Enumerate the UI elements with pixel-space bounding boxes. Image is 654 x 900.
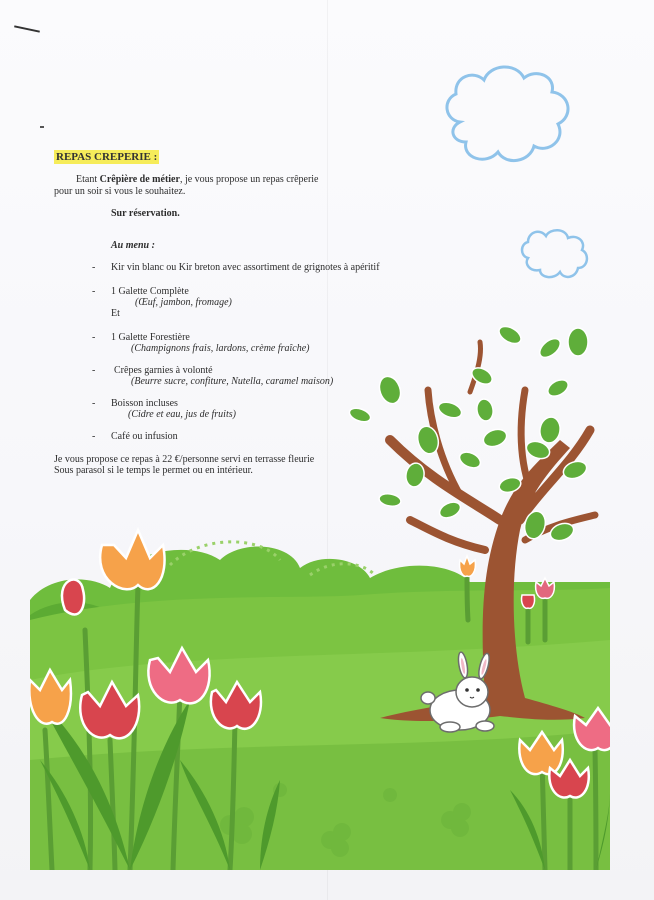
bullet: -	[92, 262, 96, 273]
intro-line-2: pour un soir si vous le souhaitez.	[54, 186, 186, 197]
menu-item-galette-forestiere: 1 Galette Forestière	[111, 332, 190, 343]
menu-item-crepes: Crêpes garnies à volonté	[114, 365, 213, 376]
reservation-note: Sur réservation.	[111, 208, 180, 219]
scan-mark	[14, 25, 40, 32]
menu-item-detail: (Beurre sucre, confiture, Nutella, caramel maison)	[131, 376, 334, 387]
menu-item-detail: (Champignons frais, lardons, crème fraîche)	[131, 343, 310, 354]
menu-item-cafe: Café ou infusion	[111, 431, 178, 442]
bullet: -	[92, 286, 96, 297]
closing-line-2: Sous parasol si le temps le permet ou en intérieur.	[54, 465, 253, 476]
menu-item-aperitif: Kir vin blanc ou Kir breton avec assortiment de grignotes à apéritif	[111, 262, 380, 273]
bullet: -	[92, 365, 96, 376]
spring-illustration	[30, 320, 610, 870]
scan-mark	[40, 126, 44, 128]
menu-heading: Au menu :	[111, 240, 155, 251]
menu-connector: Et	[111, 308, 120, 319]
cloud-icon	[518, 226, 590, 282]
bullet: -	[92, 398, 96, 409]
cloud-icon	[440, 62, 576, 172]
closing-line-1: Je vous propose ce repas à 22 €/personne servi en terrasse fleurie	[54, 454, 315, 465]
menu-item-boisson: Boisson incluses	[111, 398, 178, 409]
bullet: -	[92, 332, 96, 343]
menu-item-galette-complete: 1 Galette Complète	[111, 286, 189, 297]
bullet: -	[92, 431, 96, 442]
menu-item-detail: (Cidre et eau, jus de fruits)	[128, 409, 236, 420]
menu-item-detail: (Œuf, jambon, fromage)	[135, 297, 232, 308]
intro-line-1: Etant Crêpière de métier, je vous propose un repas crêperie	[76, 174, 319, 185]
page-title: REPAS CREPERIE :	[56, 151, 158, 163]
